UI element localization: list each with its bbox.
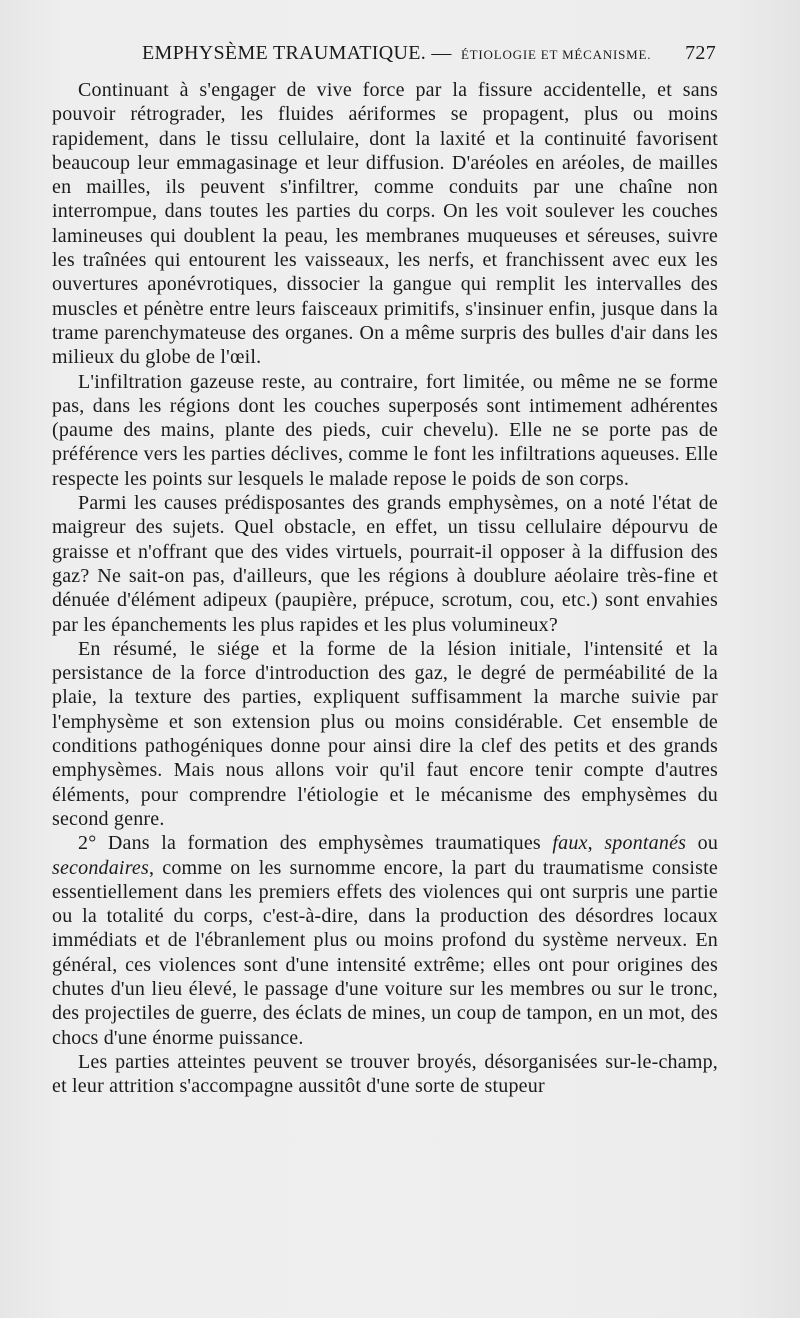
term-secondaires: secondaires (52, 856, 149, 879)
paragraph-1: Continuant à s'engager de vive force par la fissure accidentelle, et sans pouvoir rétrograder, les fluides aériformes se propagent, plus ou moins rapidement, dans le tissu cellulaire, dont la laxité et la continuité favorisent beaucoup leur emmagasinage et leur diffusion. D'aréoles en aréoles, de mailles en mailles, ils peuvent s'infiltrer, comme conduits par une chaîne non interrompue, dans toutes les parties du corps. On les voit soulever les couches lamineuses qui doublent la peau, les membranes muqueuses et séreuses, suivre les traînées qui entourent les vaisseaux, les nerfs, et franchissent avec eux les ouvertures aponévrotiques, dissocier la gangue qui remplit les intervalles des muscles et pénètre entre leurs faisceaux primitifs, s'insinuer enfin, jusque dans la trame parenchymateuse des organes. On a même surpris des bulles d'air dans les milieux du globe de l'œil. (52, 79, 718, 369)
paragraph-6: Les parties atteintes peuvent se trouver broyés, désorganisées sur-le-champ, et leur attrition s'accompagne aussitôt d'une sorte de stupeur (52, 1050, 718, 1098)
running-title (142, 42, 651, 65)
term-spontanes: spontanés (604, 832, 687, 855)
paragraph-5-mid: ou (697, 832, 719, 855)
running-header (52, 42, 716, 72)
running-title-subtitle: ÉTIOLOGIE ET MÉCANISME. (460, 47, 652, 62)
page-number: 727 (685, 42, 716, 64)
paragraph-5-rest: , comme on les surnomme encore, la part du traumatisme consiste essentiellement dans les premiers effets des violences qui ont surpris une partie ou la totalité du corps, c'est-à-dire, dans la production des désordres locaux immédiats et de l'ébranlement plus ou moins profond du système nerveux. En général, ces violences sont d'une intensité extrême; elles ont pour origines des chutes d'un lieu élevé, le passage d'une voiture sur les membres ou sur le tronc, des projectiles de guerre, des éclats de mines, un coup de tampon, en un mot, des chocs d'une énorme puissance. (52, 856, 718, 1049)
term-faux: faux (552, 832, 588, 855)
running-title-main: EMPHYSÈME TRAUMATIQUE. — (142, 42, 452, 64)
paragraph-5-sep: , (587, 832, 593, 855)
paragraph-3: Parmi les causes prédisposantes des grands emphysèmes, on a noté l'état de maigreur des sujets. Quel obstacle, en effet, un tissu cellulaire dépourvu de graisse et n'offrant que des vides virtuels, pourrait-il opposer à la diffusion des gaz? Ne sait-on pas, d'ailleurs, que les régions à doublure aéolaire très-fine et dénuée d'élément adipeux (paupière, prépuce, scrotum, cou, etc.) sont envahies par les épanchements les plus rapides et les plus volumineux? (52, 492, 718, 636)
body-text (52, 78, 718, 1098)
paragraph-2: L'infiltration gazeuse reste, au contraire, fort limitée, ou même ne se forme pas, dans les régions dont les couches superposés sont intimement adhérentes (paume des mains, plante des pieds, cuir chevelu). Elle ne se porte pas de préférence vers les parties déclives, comme le font les infiltrations aqueuses. Elle respecte les points sur lesquels le malade repose le poids de son corps. (52, 370, 718, 490)
paragraph-4: En résumé, le siége et la forme de la lésion initiale, l'intensité et la persistance de la force d'introduction des gaz, le degré de perméabilité de la plaie, la texture des parties, expliquent suffisamment la marche suivie par l'emphysème et son extension plus ou moins considérable. Cet ensemble de conditions pathogéniques donne pour ainsi dire la clef des petits et des grands emphysèmes. Mais nous allons voir qu'il faut encore tenir compte d'autres éléments, pour comprendre l'étiologie et le mécanisme des emphysèmes du second genre. (52, 637, 718, 830)
paragraph-5-intro: 2° Dans la formation des emphysèmes traumatiques (78, 832, 541, 855)
paragraph-5 (52, 831, 718, 1050)
